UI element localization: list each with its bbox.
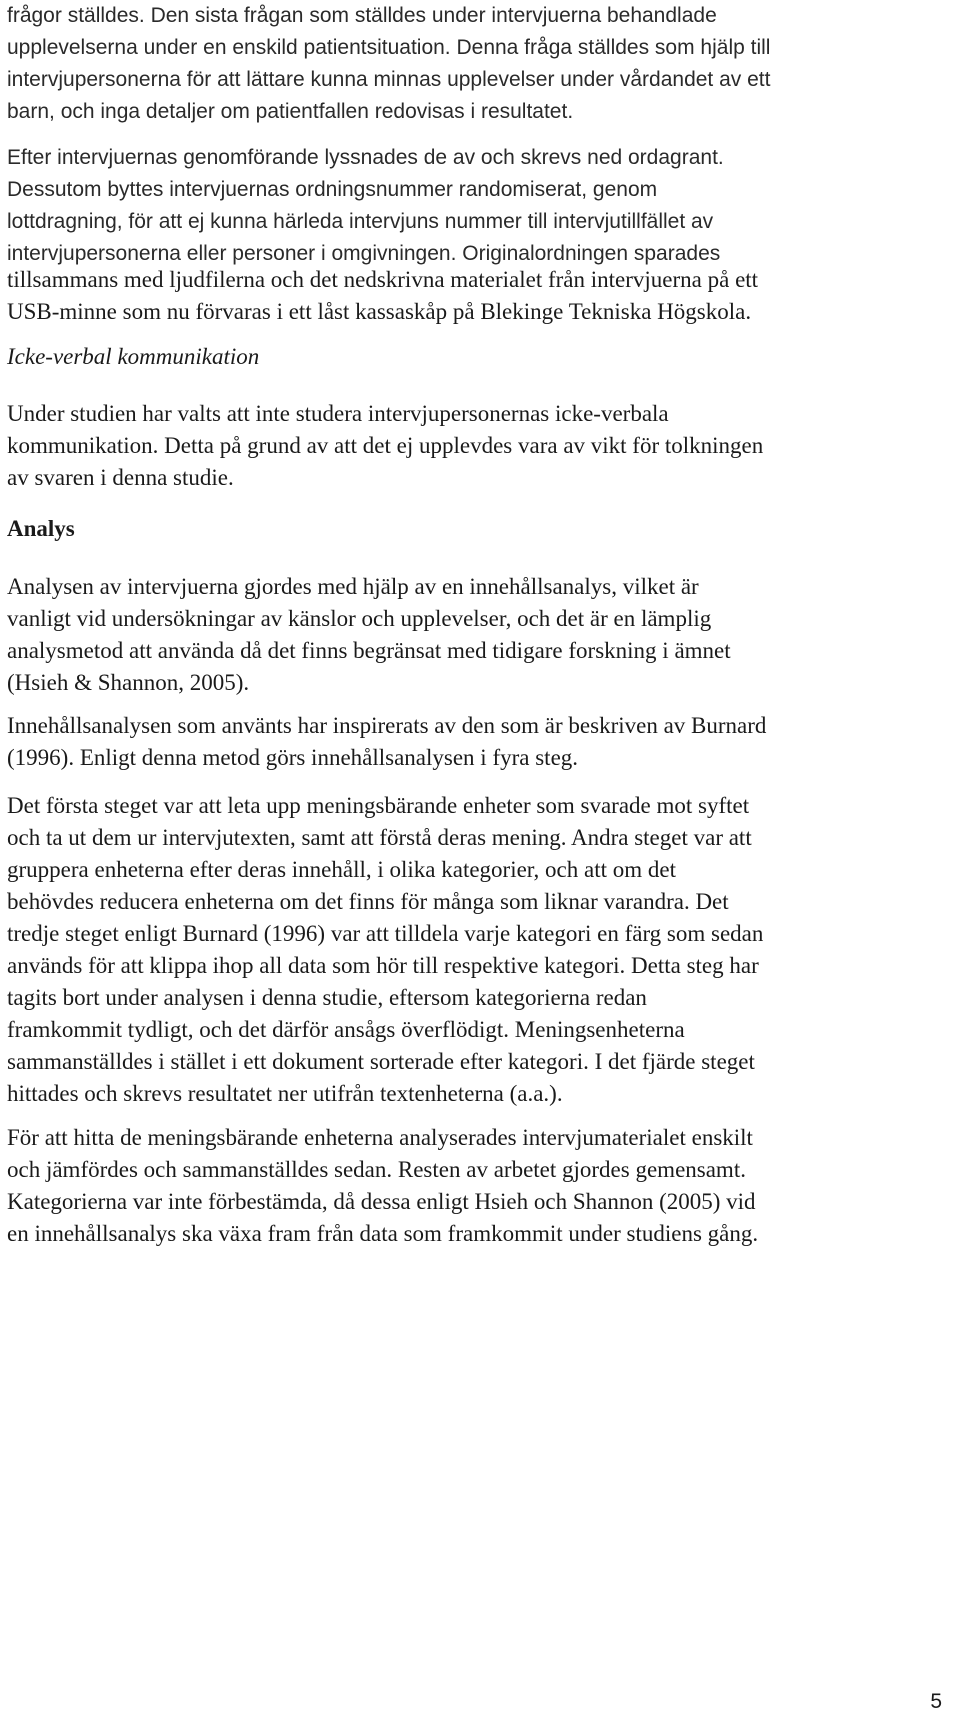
text-line: gruppera enheterna efter deras innehåll, i olika kategorier, och att om det (7, 857, 676, 882)
text-line: och ta ut dem ur intervjutexten, samt att förstå deras mening. Andra steget var att (7, 825, 752, 850)
text-line: barn, och inga detaljer om patientfallen redovisas i resultatet. (7, 100, 574, 123)
text-line: Det första steget var att leta upp meningsbärande enheter som svarade mot syftet (7, 793, 750, 818)
text-line: och jämfördes och sammanställdes sedan. Resten av arbetet gjordes gemensamt. (7, 1157, 746, 1182)
text-line: sammanställdes i stället i ett dokument sorterade efter kategori. I det fjärde steget (7, 1049, 755, 1074)
text-line: USB-minne som nu förvaras i ett låst kassaskåp på Blekinge Tekniska Högskola. (7, 299, 752, 324)
paragraph-nonverbal (7, 398, 937, 494)
paragraph-analysis-4 (7, 1122, 937, 1250)
text-line: Kategorierna var inte förbestämda, då dessa enligt Hsieh och Shannon (2005) vid (7, 1189, 756, 1214)
text-line: en innehållsanalys ska växa fram från data som framkommit under studiens gång. (7, 1221, 759, 1246)
text-line: tillsammans med ljudfilerna och det nedskrivna materialet från intervjuerna på ett (7, 267, 759, 292)
paragraph-analysis-1 (7, 571, 937, 699)
text-line: analysmetod att använda då det finns begränsat med tidigare forskning i ämnet (7, 638, 731, 663)
text-line: upplevelserna under en enskild patientsituation. Denna fråga ställdes som hjälp till (7, 36, 771, 59)
paragraph-analysis-2 (7, 710, 937, 774)
text-line: För att hitta de meningsbärande enheterna analyserades intervjumaterialet enskilt (7, 1125, 753, 1150)
text-line: intervjupersonerna eller personer i omgivningen. Originalordningen sparades (7, 242, 721, 265)
text-line: vanligt vid undersökningar av känslor och upplevelser, och det är en lämplig (7, 606, 712, 631)
text-line: av svaren i denna studie. (7, 465, 234, 490)
text-line: frågor ställdes. Den sista frågan som ställdes under intervjuerna behandlade (7, 4, 717, 27)
paragraph-transcription-cont (7, 264, 937, 328)
text-line: Dessutom byttes intervjuernas ordningsnummer randomiserat, genom (7, 178, 658, 201)
section-heading-analysis: Analys (7, 516, 75, 541)
text-line: (1996). Enligt denna metod görs innehållsanalysen i fyra steg. (7, 745, 579, 770)
paragraph-intro (7, 0, 937, 128)
paragraph-analysis-3 (7, 790, 937, 1110)
text-line: Analysen av intervjuerna gjordes med hjälp av en innehållsanalys, vilket är (7, 574, 699, 599)
text-line: tagits bort under analysen i denna studie, eftersom kategorierna redan (7, 985, 647, 1010)
text-line: behövdes reducera enheterna om det finns för många som liknar varandra. Det (7, 889, 729, 914)
paragraph-transcription (7, 142, 937, 270)
text-line: Innehållsanalysen som använts har inspirerats av den som är beskriven av Burnard (7, 713, 767, 738)
text-line: Under studien har valts att inte studera intervjupersonernas icke-verbala (7, 401, 669, 426)
text-line: tredje steget enligt Burnard (1996) var att tilldela varje kategori en färg som sedan (7, 921, 764, 946)
text-line: (Hsieh & Shannon, 2005). (7, 670, 250, 695)
text-line: intervjupersonerna för att lättare kunna minnas upplevelser under vårdandet av ett (7, 68, 771, 91)
section-heading-nonverbal: Icke-verbal kommunikation (7, 344, 260, 369)
text-line: kommunikation. Detta på grund av att det ej upplevdes vara av vikt för tolkningen (7, 433, 764, 458)
text-line: hittades och skrevs resultatet ner utifrån textenheterna (a.a.). (7, 1081, 563, 1106)
page-number: 5 (930, 1690, 942, 1713)
text-line: Efter intervjuernas genomförande lyssnades de av och skrevs ned ordagrant. (7, 146, 724, 169)
text-line: lottdragning, för att ej kunna härleda intervjuns nummer till intervjutillfället av (7, 210, 714, 233)
text-line: används för att klippa ihop all data som hör till respektive kategori. Detta steg har (7, 953, 759, 978)
text-line: framkommit tydligt, och det därför ansågs överflödigt. Meningsenheterna (7, 1017, 685, 1042)
